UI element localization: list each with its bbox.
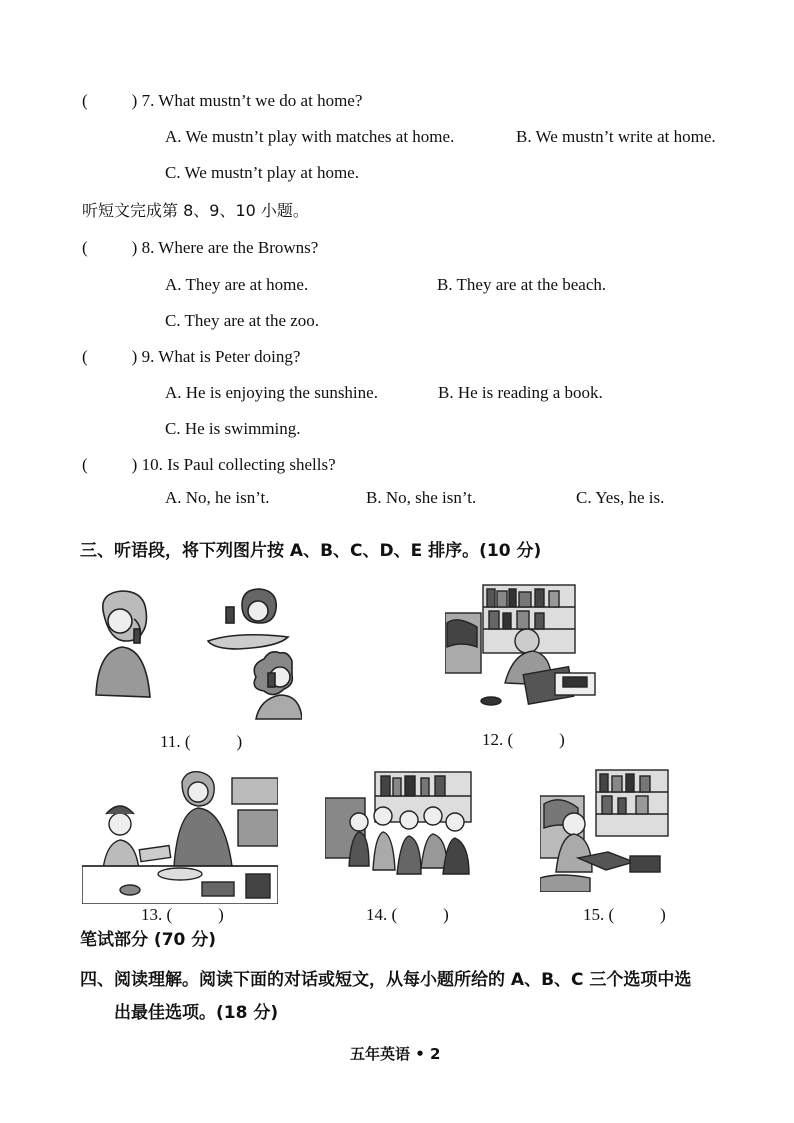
question-7-stem-line <box>82 90 362 112</box>
question-8-option-b: B. They are at the beach. <box>437 275 607 294</box>
answer-paren-open: ( <box>82 91 88 110</box>
question-8-option-a: A. They are at home. <box>165 275 309 294</box>
phone-call-illustration <box>82 585 302 725</box>
question-9-stem-line <box>82 346 300 368</box>
question-7-stem: 7. What mustn’t we do at home? <box>141 91 363 110</box>
picture-11 <box>82 585 302 725</box>
written-part-heading: 笔试部分 (70 分) <box>80 930 217 950</box>
question-9-stem: 9. What is Peter doing? <box>141 347 301 366</box>
picture-11-label: 11. ( ) <box>160 732 243 751</box>
page-footer: 五年英语 • 2 <box>350 1045 441 1063</box>
question-9-option-b: B. He is reading a book. <box>438 383 603 402</box>
answer-paren-close: ) <box>131 347 138 366</box>
answer-paren-open: ( <box>82 238 88 257</box>
section-3-title: 三、听语段，将下列图片按 A、B、C、D、E 排序。(10 分) <box>80 541 542 561</box>
question-8-stem-line <box>82 237 318 259</box>
question-7-option-a: A. We mustn’t play with matches at home. <box>165 127 455 146</box>
child-reading-illustration <box>540 768 670 892</box>
question-8-option-c: C. They are at the zoo. <box>165 311 320 330</box>
picture-15 <box>540 768 670 892</box>
question-10-stem-line <box>82 454 336 476</box>
question-9-option-a: A. He is enjoying the sunshine. <box>165 383 378 402</box>
question-10-option-c: C. Yes, he is. <box>576 488 665 507</box>
picture-14-label: 14. ( ) <box>366 905 449 924</box>
question-7-option-b: B. We mustn’t write at home. <box>516 127 716 146</box>
picture-14 <box>325 770 475 888</box>
question-8-stem: 8. Where are the Browns? <box>141 238 319 257</box>
question-7-option-c: C. We mustn’t play at home. <box>165 163 359 182</box>
answer-paren-close: ) <box>131 91 138 110</box>
picture-15-label: 15. ( ) <box>583 905 666 924</box>
picture-12-label: 12. ( ) <box>482 730 565 749</box>
passage-instruction: 听短文完成第 8、9、10 小题。 <box>82 201 309 220</box>
picture-12 <box>445 583 607 713</box>
question-9-option-c: C. He is swimming. <box>165 419 301 438</box>
section-4-title-line-2: 出最佳选项。(18 分) <box>114 1003 279 1023</box>
children-group-illustration <box>325 770 475 888</box>
picture-13-label: 13. ( ) <box>141 905 224 924</box>
kitchen-illustration <box>82 770 278 904</box>
picture-13 <box>82 770 278 904</box>
answer-paren-open: ( <box>82 455 88 474</box>
section-4-title-line-1: 四、阅读理解。阅读下面的对话或短文，从每小题所给的 A、B、C 三个选项中选 <box>80 970 692 990</box>
question-10-option-b: B. No, she isn’t. <box>366 488 477 507</box>
bookshelf-room-illustration <box>445 583 607 713</box>
question-10-option-a: A. No, he isn’t. <box>165 488 270 507</box>
answer-paren-open: ( <box>82 347 88 366</box>
answer-paren-close: ) <box>131 238 138 257</box>
answer-paren-close: ) <box>131 455 138 474</box>
question-10-stem: 10. Is Paul collecting shells? <box>141 455 336 474</box>
